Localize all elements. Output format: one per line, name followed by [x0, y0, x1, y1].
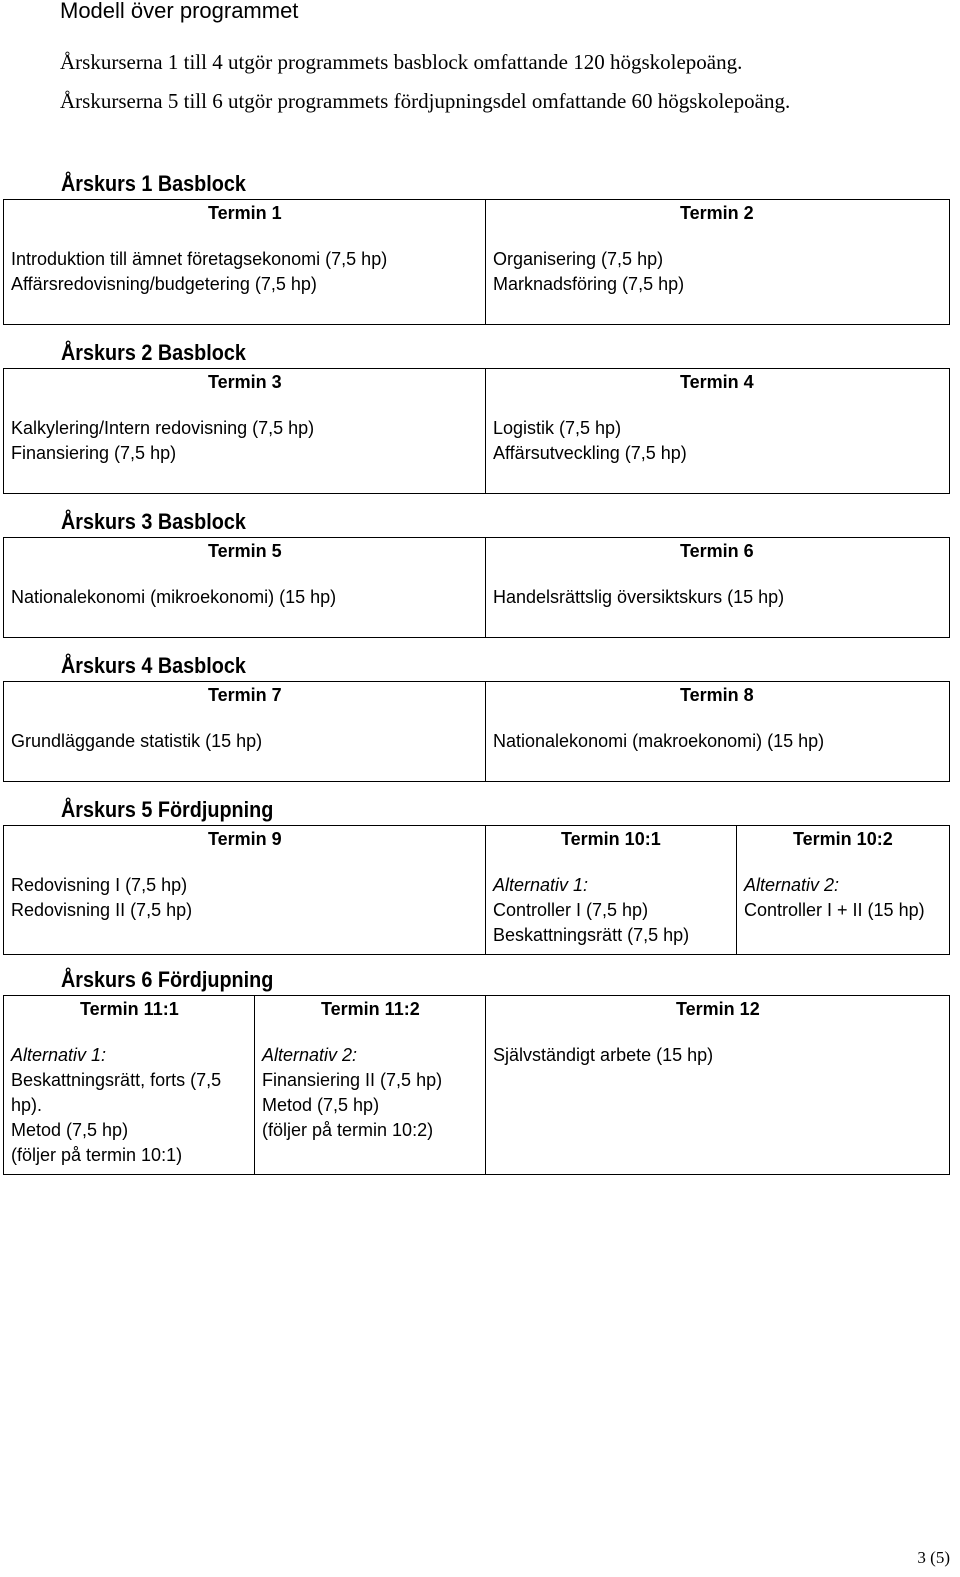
term-heading: Termin 7 [208, 685, 282, 705]
alternative-label: Alternativ 1: [11, 1045, 107, 1065]
course-list [4, 416, 485, 472]
year-2-title: Årskurs 2 Basblock [61, 340, 246, 365]
course: Marknadsföring (7,5 hp) [493, 274, 685, 294]
term-heading: Termin 10:1 [561, 829, 661, 849]
year-5-title: Årskurs 5 Fördjupning [61, 797, 274, 822]
course: Kalkylering/Intern redovisning (7,5 hp) [11, 418, 315, 438]
course-list [486, 729, 949, 760]
term-9-cell [4, 826, 486, 955]
course: Nationalekonomi (makroekonomi) (15 hp) [493, 731, 825, 751]
year-6-title: Årskurs 6 Fördjupning [61, 967, 274, 992]
course: Organisering (7,5 hp) [493, 249, 664, 269]
course: Redovisning I (7,5 hp) [11, 875, 188, 895]
course: Nationalekonomi (mikroekonomi) (15 hp) [11, 587, 337, 607]
year-2-table [3, 368, 950, 494]
term-1-cell [4, 200, 486, 325]
term-heading: Termin 1 [208, 203, 282, 223]
term-10-2-cell [737, 826, 950, 955]
course: Affärsutveckling (7,5 hp) [493, 443, 687, 463]
year-1-title: Årskurs 1 Basblock [61, 171, 246, 196]
year-3-table [3, 537, 950, 638]
course-list [737, 873, 949, 929]
course: Redovisning II (7,5 hp) [11, 900, 193, 920]
term-heading: Termin 5 [208, 541, 282, 561]
course-list [4, 1043, 254, 1174]
course: Controller I (7,5 hp) [493, 900, 649, 920]
term-5-cell [4, 538, 486, 638]
term-8-cell [486, 682, 950, 782]
course-list [486, 416, 949, 472]
term-heading: Termin 8 [680, 685, 754, 705]
course: Controller I + II (15 hp) [744, 900, 925, 920]
term-heading: Termin 2 [680, 203, 754, 223]
course: (följer på termin 10:1) [11, 1145, 183, 1165]
term-10-1-cell [486, 826, 737, 955]
term-4-cell [486, 369, 950, 494]
course: Introduktion till ämnet företagsekonomi (7,5 hp) [11, 249, 388, 269]
page-heading: Modell över programmet [60, 0, 299, 23]
course-list [4, 873, 485, 929]
term-heading: Termin 11:1 [80, 999, 179, 1019]
course: Finansiering (7,5 hp) [11, 443, 177, 463]
year-3-title: Årskurs 3 Basblock [61, 509, 246, 534]
course: (följer på termin 10:2) [262, 1120, 434, 1140]
intro-line-advanced: Årskurserna 5 till 6 utgör programmets fördjupningsdel omfattande 60 högskolepoäng. [60, 89, 791, 113]
alternative-label: Alternativ 2: [744, 875, 840, 895]
course: Grundläggande statistik (15 hp) [11, 731, 263, 751]
course: Metod (7,5 hp) [262, 1095, 380, 1115]
term-heading: Termin 4 [680, 372, 754, 392]
term-6-cell [486, 538, 950, 638]
course-list [255, 1043, 485, 1149]
term-heading: Termin 9 [208, 829, 282, 849]
course: Logistik (7,5 hp) [493, 418, 622, 438]
year-1-table [3, 199, 950, 325]
course-list [486, 873, 736, 954]
course: Metod (7,5 hp) [11, 1120, 129, 1140]
course: Beskattningsrätt, forts (7,5 [11, 1070, 222, 1090]
term-11-2-cell [255, 996, 486, 1175]
alternative-label: Alternativ 1: [493, 875, 589, 895]
term-heading: Termin 6 [680, 541, 754, 561]
intro-line-basic: Årskurserna 1 till 4 utgör programmets basblock omfattande 120 högskolepoäng. [60, 50, 743, 74]
term-2-cell [486, 200, 950, 325]
page-number: 3 (5) [917, 1548, 950, 1567]
term-7-cell [4, 682, 486, 782]
course-list [486, 1043, 949, 1074]
term-heading: Termin 12 [676, 999, 760, 1019]
course: Beskattningsrätt (7,5 hp) [493, 925, 690, 945]
term-heading: Termin 11:2 [321, 999, 420, 1019]
course-list [486, 247, 949, 303]
course: Handelsrättslig översiktskurs (15 hp) [493, 587, 785, 607]
course-list [4, 729, 485, 760]
term-3-cell [4, 369, 486, 494]
term-heading: Termin 10:2 [793, 829, 893, 849]
course-list [486, 585, 949, 616]
term-12-cell [486, 996, 950, 1175]
alternative-label: Alternativ 2: [262, 1045, 358, 1065]
year-5-table [3, 825, 950, 955]
year-6-table [3, 995, 950, 1175]
year-4-table [3, 681, 950, 782]
course: Affärsredovisning/budgetering (7,5 hp) [11, 274, 317, 294]
course: Självständigt arbete (15 hp) [493, 1045, 714, 1065]
year-4-title: Årskurs 4 Basblock [61, 653, 246, 678]
course: hp). [11, 1095, 43, 1115]
term-11-1-cell [4, 996, 255, 1175]
course: Finansiering II (7,5 hp) [262, 1070, 443, 1090]
term-heading: Termin 3 [208, 372, 282, 392]
course-list [4, 247, 485, 303]
course-list [4, 585, 485, 616]
